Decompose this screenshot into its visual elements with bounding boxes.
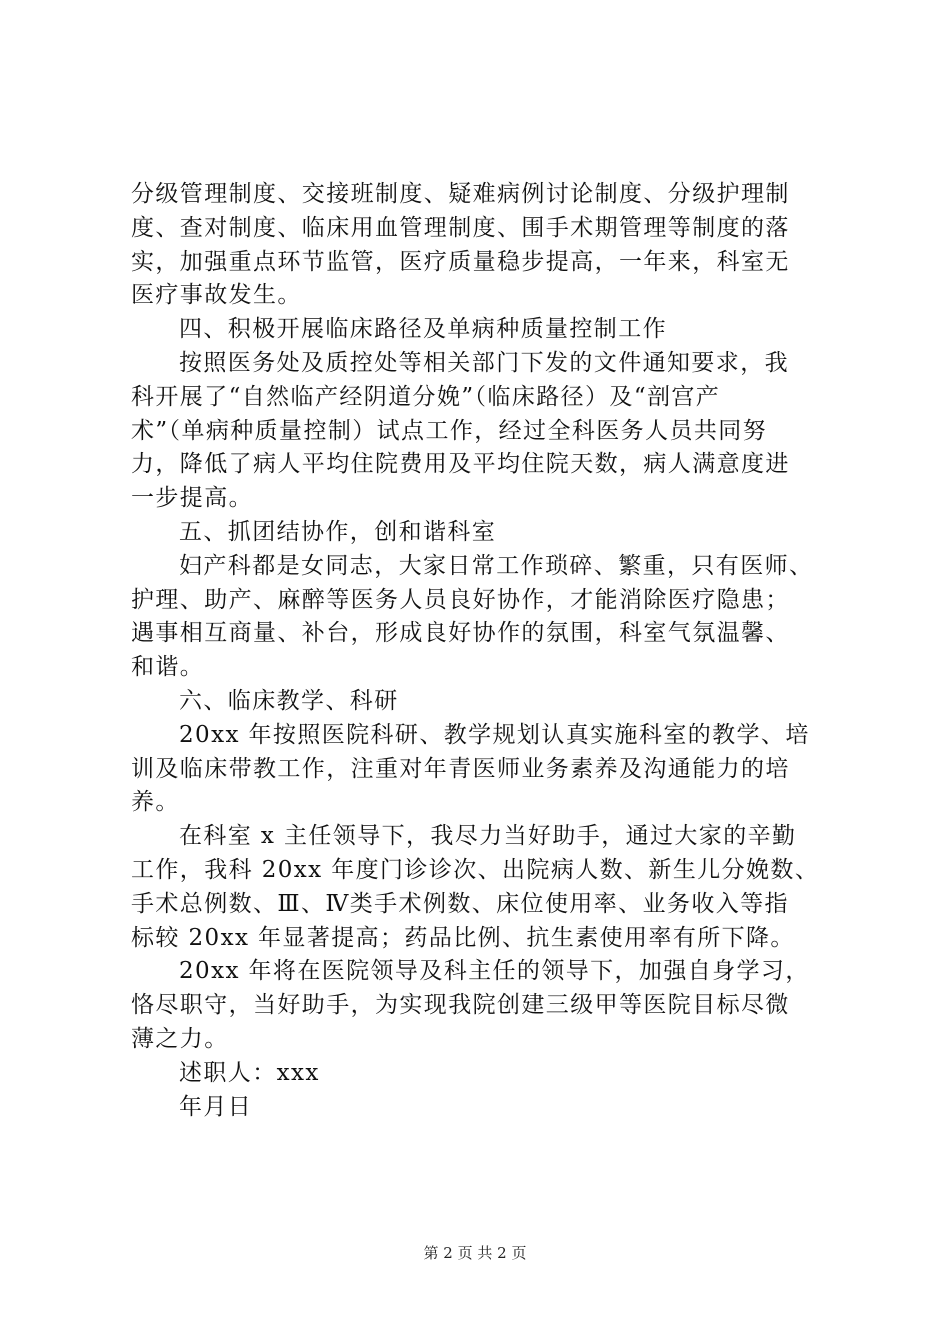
section-heading: 六、临床教学、科研 (179, 687, 399, 714)
body-line: 度、查对制度、临床用血管理制度、围手术期管理等制度的落 (131, 214, 790, 241)
document-body (131, 178, 831, 1124)
body-line: 遇事相互商量、补台，形成良好协作的氛围，科室气氛温馨、 (131, 620, 790, 647)
signature-line: 述职人：xxx (179, 1059, 320, 1086)
body-line: 按照医务处及质控处等相关部门下发的文件通知要求，我 (179, 349, 789, 376)
body-line: 手术总例数、Ⅲ、Ⅳ类手术例数、床位使用率、业务收入等指 (131, 890, 789, 917)
body-line: 护理、助产、麻醉等医务人员良好协作，才能消除医疗隐患； (131, 586, 790, 613)
body-line: 20xx 年将在医院领导及科主任的领导下，加强自身学习， (179, 958, 810, 985)
body-line: 恪尽职守，当好助手，为实现我院创建三级甲等医院目标尽微 (131, 992, 790, 1019)
section-heading: 四、积极开展临床路径及单病种质量控制工作 (179, 316, 667, 343)
body-line: 一步提高。 (131, 485, 253, 512)
body-line: 医疗事故发生。 (131, 282, 302, 309)
body-line: 分级管理制度、交接班制度、疑难病例讨论制度、分级护理制 (131, 181, 790, 207)
body-line: 实，加强重点环节监管，医疗质量稳步提高，一年来，科室无 (131, 248, 790, 275)
page-number-footer: 第 2 页 共 2 页 (423, 1244, 527, 1262)
body-line: 和谐。 (131, 654, 205, 681)
body-line: 术”（单病种质量控制）试点工作，经过全科医务人员共同努 (131, 417, 768, 444)
body-line: 养。 (131, 789, 180, 816)
date-line: 年月日 (179, 1093, 253, 1120)
section-heading: 五、抓团结协作，创和谐科室 (179, 518, 497, 545)
body-line: 工作，我科 20xx 年度门诊诊次、出院病人数、新生儿分娩数、 (131, 856, 820, 883)
body-line: 训及临床带教工作，注重对年青医师业务素养及沟通能力的培 (131, 755, 790, 782)
body-line: 20xx 年按照医院科研、教学规划认真实施科室的教学、培 (179, 721, 810, 748)
body-line: 科开展了“自然临产经阴道分娩”（临床路径）及“剖宫产 (131, 383, 721, 410)
body-line: 在科室 x 主任领导下，我尽力当好助手，通过大家的辛勤 (179, 823, 797, 850)
body-line: 标较 20xx 年显著提高；药品比例、抗生素使用率有所下降。 (131, 924, 795, 951)
body-line: 妇产科都是女同志，大家日常工作琐碎、繁重，只有医师、 (179, 552, 814, 579)
body-line: 力，降低了病人平均住院费用及平均住院天数，病人满意度进 (131, 451, 790, 478)
body-line: 薄之力。 (131, 1025, 229, 1052)
